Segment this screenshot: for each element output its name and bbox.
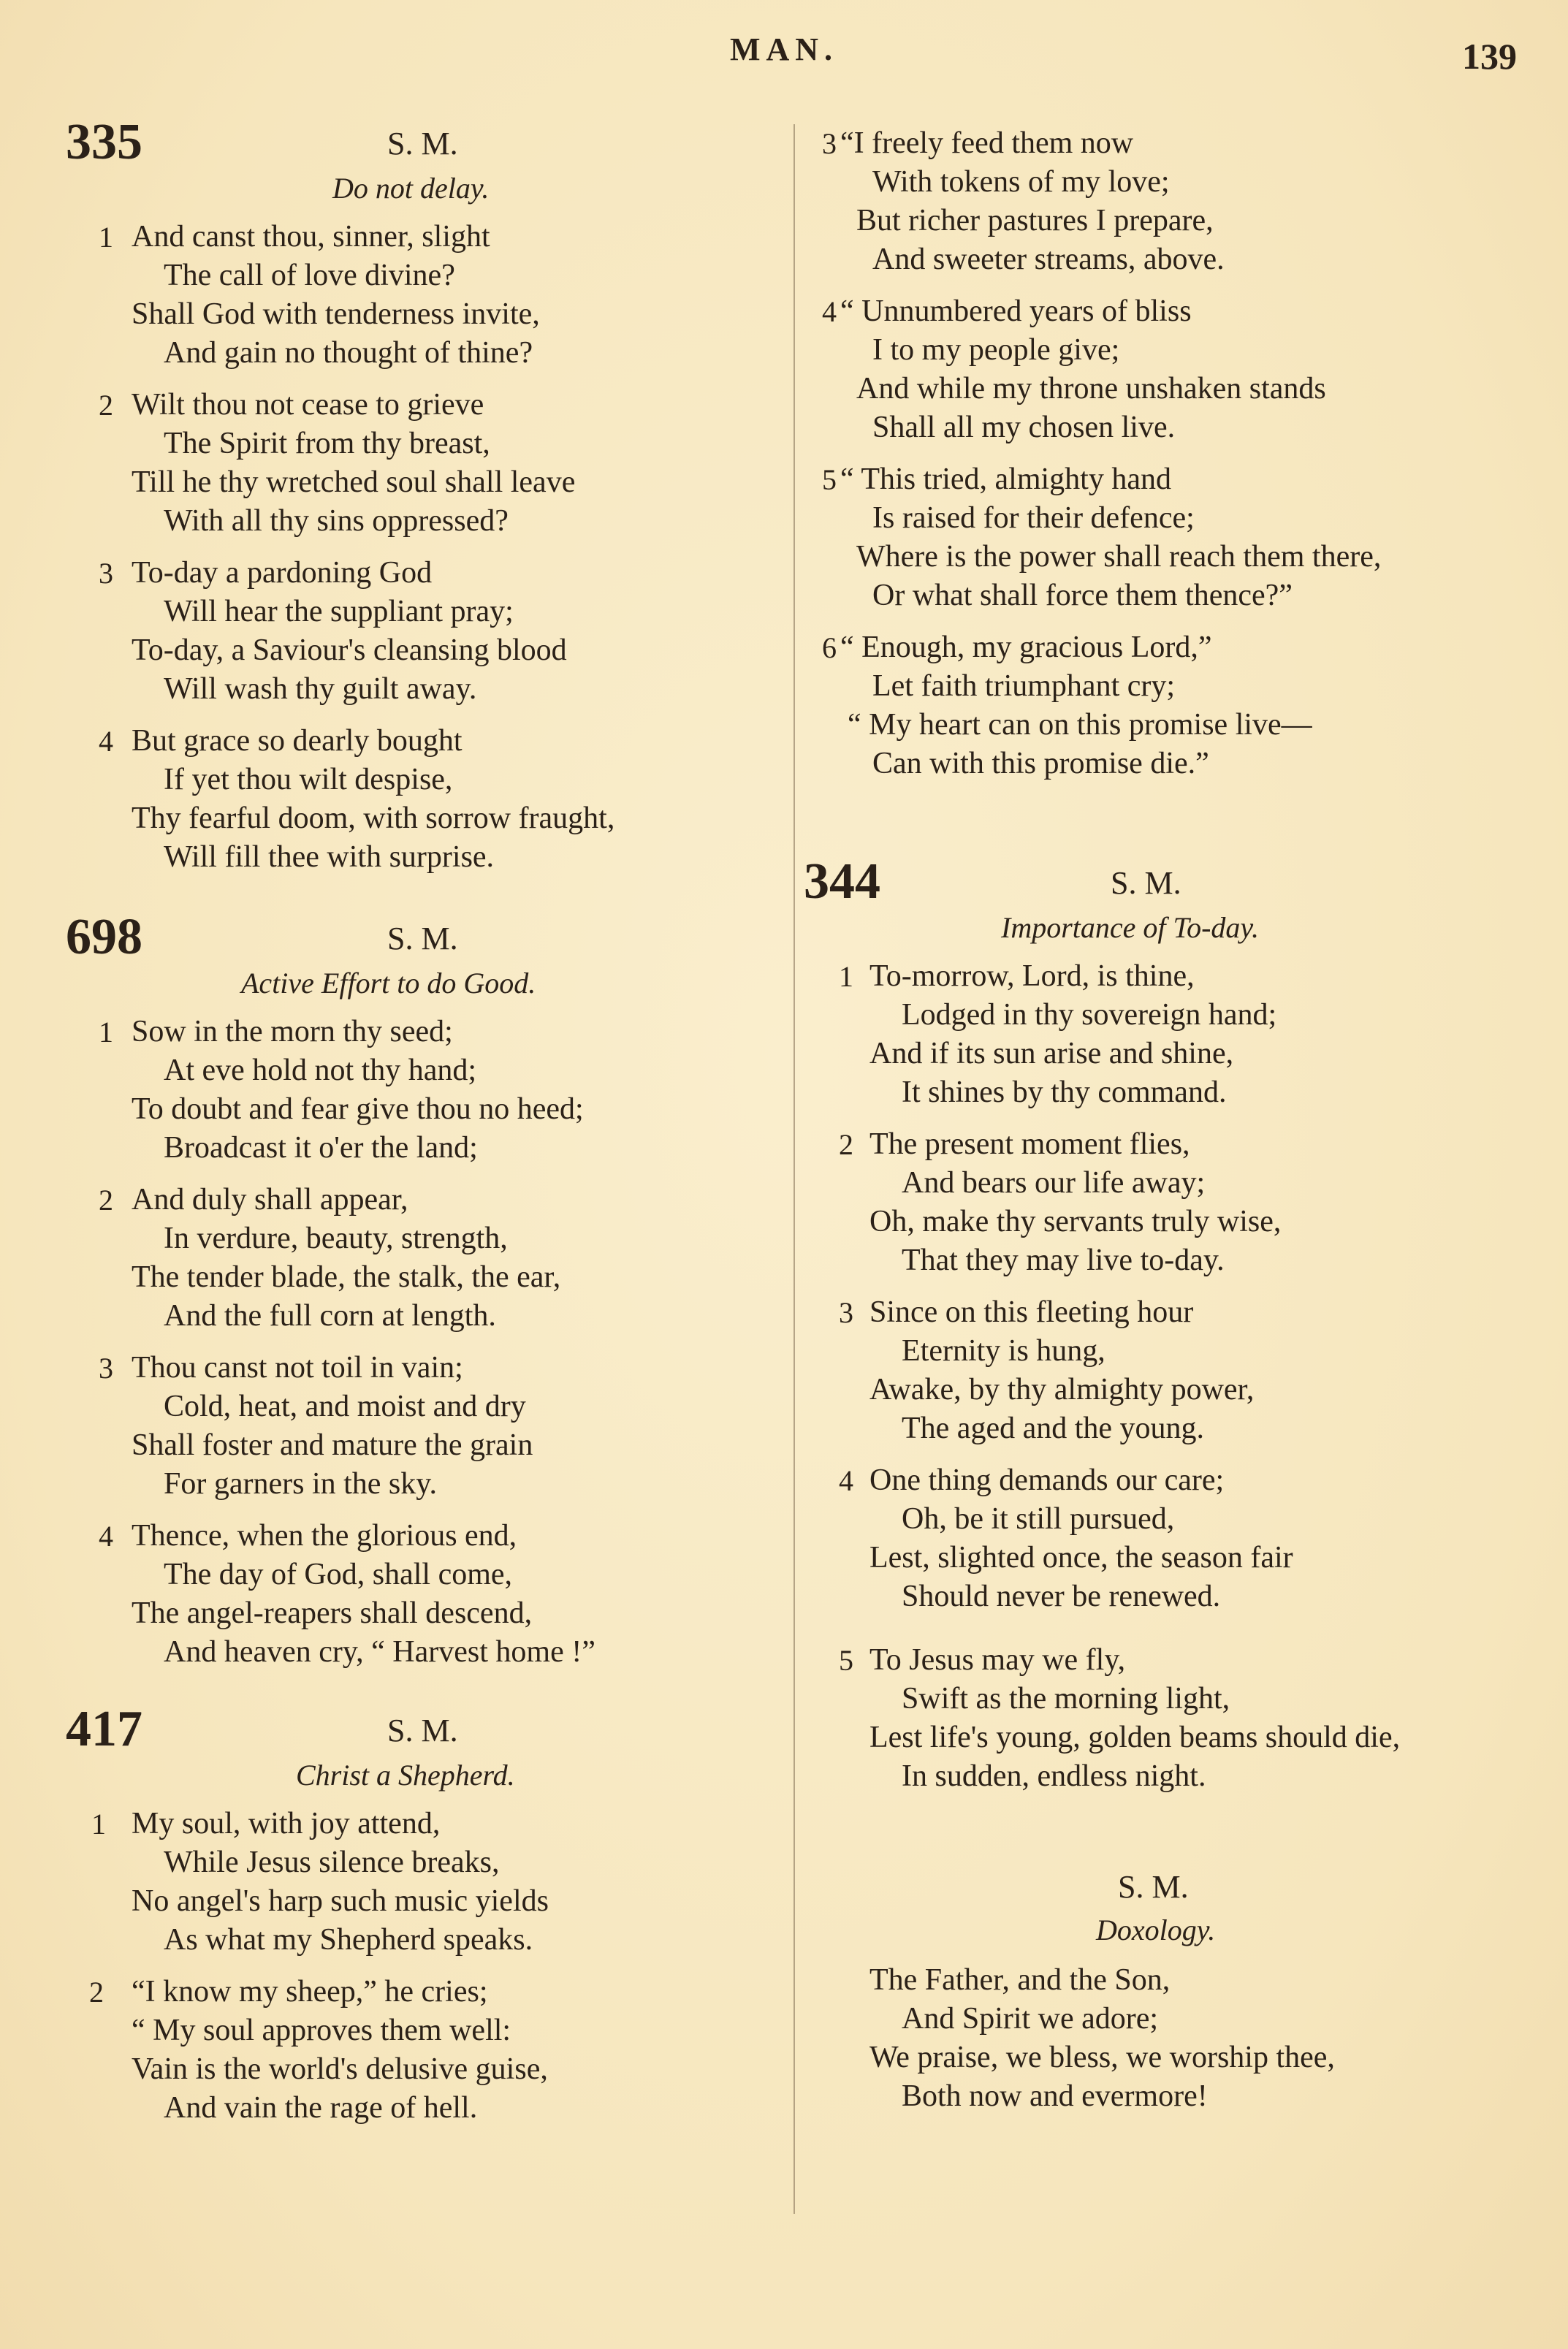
verse-line: To-morrow, Lord, is thine, [869,959,1195,993]
verse-line: The call of love divine? [164,259,455,292]
stanza [804,1293,1534,1448]
verse-line: Swift as the morning light, [902,1682,1230,1716]
stanza-number: 2 [99,1184,113,1217]
hymn-meter: S. M. [387,1713,458,1748]
stanza-number: 2 [839,1128,853,1161]
verse-line: Is raised for their defence; [872,501,1195,535]
hymn-335 [66,114,745,877]
stanza-number: 1 [99,221,113,254]
verse-line: Let faith triumphant cry; [872,669,1176,703]
stanza [66,1349,745,1504]
stanza-number: 3 [822,127,837,160]
hymn-417-continued [804,124,1534,783]
column-divider [793,124,795,2214]
verse-line: While Jesus silence breaks, [164,1846,500,1879]
verse-line: Eternity is hung, [902,1334,1105,1368]
verse-line: Oh, make thy servants truly wise, [869,1205,1282,1238]
verse-line: To Jesus may we fly, [869,1643,1126,1677]
doxology [804,1869,1534,2116]
verse-line: It shines by thy command. [902,1075,1227,1109]
verse-line: For garners in the sky. [164,1467,438,1501]
verse-line: Broadcast it o'er the land; [164,1131,478,1165]
verse-line: But grace so dearly bought [132,724,463,758]
hymn-number: 698 [66,909,142,965]
hymn-title: Christ a Shepherd. [296,1759,515,1792]
verse-line: One thing demands our care; [869,1463,1225,1497]
verse-line: “ This tried, almighty hand [840,462,1171,496]
hymn-title: Do not delay. [332,172,490,205]
verse-line: Thence, when the glorious end, [132,1519,517,1553]
verse-line: I to my people give; [872,333,1120,367]
verse-line: To-day, a Saviour's cleansing blood [132,633,567,667]
verse-line: “I know my sheep,” he cries; [132,1975,488,2009]
verse-line: But richer pastures I prepare, [856,204,1214,237]
verse-line: Till he thy wretched soul shall leave [132,465,576,499]
verse-line: “ My heart can on this promise live— [848,708,1312,742]
stanza [66,1517,745,1672]
verse-line: Since on this fleeting hour [869,1295,1194,1329]
verse-line: The Father, and the Son, [869,1963,1171,1997]
verse-line: And vain the rage of hell. [164,2091,478,2125]
stanza [66,386,745,541]
verse-line: Shall God with tenderness invite, [132,297,540,331]
stanza-number: 4 [99,725,113,758]
stanza [66,1973,745,2128]
verse-line: If yet thou wilt despise, [164,763,453,796]
stanza [804,1461,1534,1616]
verse-line: Lodged in thy sovereign hand; [902,998,1277,1032]
running-head: MAN. [729,31,839,67]
verse-line: Thou canst not toil in vain; [132,1351,463,1385]
right-column [804,124,1534,2116]
verse-line: We praise, we bless, we worship thee, [869,2041,1335,2074]
stanza [804,957,1534,1112]
stanza [66,218,745,373]
verse-line: Lest, slighted once, the season fair [869,1541,1293,1575]
verse-line: “ My soul approves them well: [132,2014,511,2047]
stanza [804,1961,1534,2116]
verse-line: And the full corn at length. [164,1299,496,1333]
verse-line: The Spirit from thy breast, [164,427,490,460]
stanza-number: 4 [99,1520,113,1553]
verse-line: Awake, by thy almighty power, [869,1373,1255,1406]
verse-line: Thy fearful doom, with sorrow fraught, [132,802,615,835]
stanza-number: 5 [839,1644,853,1677]
stanza-number: 4 [839,1464,853,1497]
verse-line: Both now and evermore! [902,2079,1208,2113]
verse-line: And while my throne unshaken stands [856,372,1326,406]
verse-line: Will hear the suppliant pray; [164,595,514,628]
verse-line: In verdure, beauty, strength, [164,1222,508,1255]
verse-line: At eve hold not thy hand; [164,1054,477,1087]
hymn-title: Active Effort to do Good. [241,967,536,1000]
verse-line: “ Enough, my gracious Lord,” [840,631,1212,664]
verse-line: Oh, be it still pursued, [902,1502,1175,1536]
verse-line: Shall foster and mature the grain [132,1428,533,1462]
verse-line: And bears our life away; [902,1166,1206,1200]
stanza-number: 3 [839,1296,853,1329]
left-column [66,114,745,2128]
page-number: 139 [1462,36,1517,77]
stanza-number: 1 [91,1808,106,1840]
verse-line: Sow in the morn thy seed; [132,1015,453,1048]
verse-line: Wilt thou not cease to grieve [132,388,484,422]
hymn-number: 344 [804,853,880,910]
stanza [66,722,745,877]
verse-line: As what my Shepherd speaks. [164,1923,533,1957]
verse-line: Where is the power shall reach them there, [856,540,1382,574]
verse-line: And sweeter streams, above. [872,243,1225,276]
verse-line: With all thy sins oppressed? [164,504,509,538]
stanza [66,1181,745,1336]
hymn-meter: S. M. [1111,865,1181,901]
hymn-698 [66,909,745,1672]
stanza [66,1013,745,1168]
stanza [804,124,1534,279]
stanza [66,1805,745,1960]
verse-line: Will wash thy guilt away. [164,672,477,706]
verse-line: In sudden, endless night. [902,1759,1206,1793]
verse-line: And gain no thought of thine? [164,336,533,370]
verse-line: Can with this promise die.” [872,747,1209,780]
verse-line: The angel-reapers shall descend, [132,1596,533,1630]
hymn-meter: S. M. [387,921,458,956]
stanza [66,554,745,709]
verse-line: “ Unnumbered years of bliss [840,294,1192,328]
verse-line: Vain is the world's delusive guise, [132,2052,548,2086]
verse-line: The day of God, shall come, [164,1558,513,1591]
hymn-417 [66,1701,745,2128]
verse-line: Will fill thee with surprise. [164,840,495,874]
verse-line: The present moment flies, [869,1127,1190,1161]
verse-line: And if its sun arise and shine, [869,1037,1234,1070]
verse-line: The tender blade, the stalk, the ear, [132,1260,561,1294]
verse-line: No angel's harp such music yields [132,1884,549,1918]
verse-line: Cold, heat, and moist and dry [164,1390,526,1423]
stanza-number: 2 [89,1976,104,2009]
verse-line: That they may live to-day. [902,1244,1225,1277]
verse-line: My soul, with joy attend, [132,1807,441,1840]
verse-line: “I freely feed them now [840,126,1134,160]
stanza [804,1125,1534,1280]
hymn-title: Doxology. [1096,1914,1216,1946]
verse-line: The aged and the young. [902,1412,1205,1445]
stanza-number: 5 [822,463,837,496]
stanza [804,292,1534,447]
verse-line: Should never be renewed. [902,1580,1221,1613]
verse-line: Lest life's young, golden beams should die, [869,1721,1401,1754]
stanza-number: 6 [822,631,837,664]
hymn-number: 335 [66,114,142,170]
stanza-number: 1 [99,1016,113,1048]
stanza-number: 3 [99,1352,113,1385]
stanza [804,1641,1534,1796]
stanza-number: 4 [822,295,837,328]
stanza-number: 1 [839,960,853,993]
stanza-number: 3 [99,557,113,590]
stanza [804,628,1534,783]
verse-line: And Spirit we adore; [902,2002,1159,2036]
stanza [804,460,1534,615]
verse-line: And duly shall appear, [132,1183,408,1217]
hymn-meter: S. M. [1118,1869,1189,1905]
verse-line: To-day a pardoning God [132,556,433,590]
verse-line: To doubt and fear give thou no heed; [132,1092,584,1126]
hymn-344 [804,853,1534,1796]
stanza-number: 2 [99,389,113,422]
verse-line: And heaven cry, “ Harvest home !” [164,1635,595,1669]
verse-line: Or what shall force them thence?” [872,579,1293,612]
hymn-title: Importance of To-day. [1001,911,1259,944]
hymn-meter: S. M. [387,126,458,161]
verse-line: Shall all my chosen live. [872,411,1176,444]
verse-line: And canst thou, sinner, slight [132,220,490,254]
hymn-number: 417 [66,1701,142,1757]
verse-line: With tokens of my love; [872,165,1170,199]
